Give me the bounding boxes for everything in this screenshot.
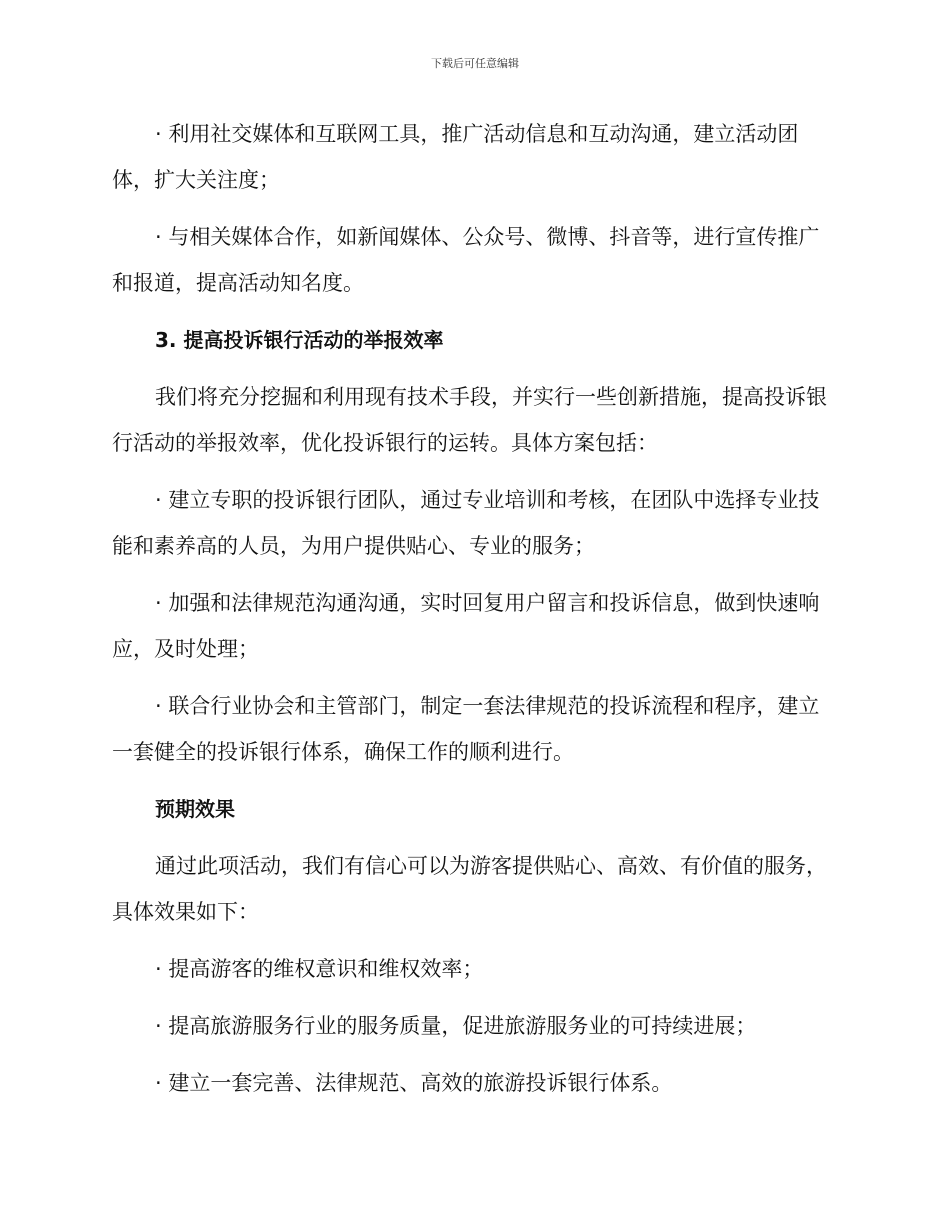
bullet-dedicated-team: · 建立专职的投诉银行团队，通过专业培训和考核，在团队中选择专业技能和素养高的人员，为用户提供贴心、专业的服务； — [112, 488, 820, 558]
bullet-media-partnership: · 与相关媒体合作，如新闻媒体、公众号、微博、抖音等，进行宣传推广和报道，提高活动知名度。 — [112, 225, 820, 295]
bullet-industry-association: · 联合行业协会和主管部门，制定一套法律规范的投诉流程和程序，建立一套健全的投诉银行体系，确保工作的顺利进行。 — [112, 694, 820, 764]
paragraph-report-efficiency-intro: 我们将充分挖掘和利用现有技术手段，并实行一些创新措施，提高投诉银行活动的举报效率，优化投诉银行的运转。具体方案包括： — [112, 385, 827, 455]
bullet-social-media: · 利用社交媒体和互联网工具，推广活动信息和互动沟通，建立活动团体，扩大关注度； — [112, 122, 799, 192]
bullet-legal-communication: · 加强和法律规范沟通沟通，实时回复用户留言和投诉信息，做到快速响应，及时处理； — [112, 591, 820, 661]
section-heading-report-efficiency: 3. 提高投诉银行活动的举报效率 — [155, 328, 444, 352]
bullet-complaint-system: · 建立一套完善、法律规范、高效的旅游投诉银行体系。 — [155, 1071, 673, 1095]
document-body — [112, 111, 840, 1117]
bullet-service-quality: · 提高旅游服务行业的服务质量，促进旅游服务业的可持续进展； — [155, 1014, 757, 1038]
page-header: 下载后可任意编辑 — [431, 57, 519, 70]
section-heading-expected-results: 预期效果 — [155, 797, 235, 821]
paragraph-expected-results-intro: 通过此项活动，我们有信心可以为游客提供贴心、高效、有价值的服务，具体效果如下： — [112, 854, 827, 924]
bullet-rights-awareness: · 提高游客的维权意识和维权效率； — [155, 957, 484, 981]
